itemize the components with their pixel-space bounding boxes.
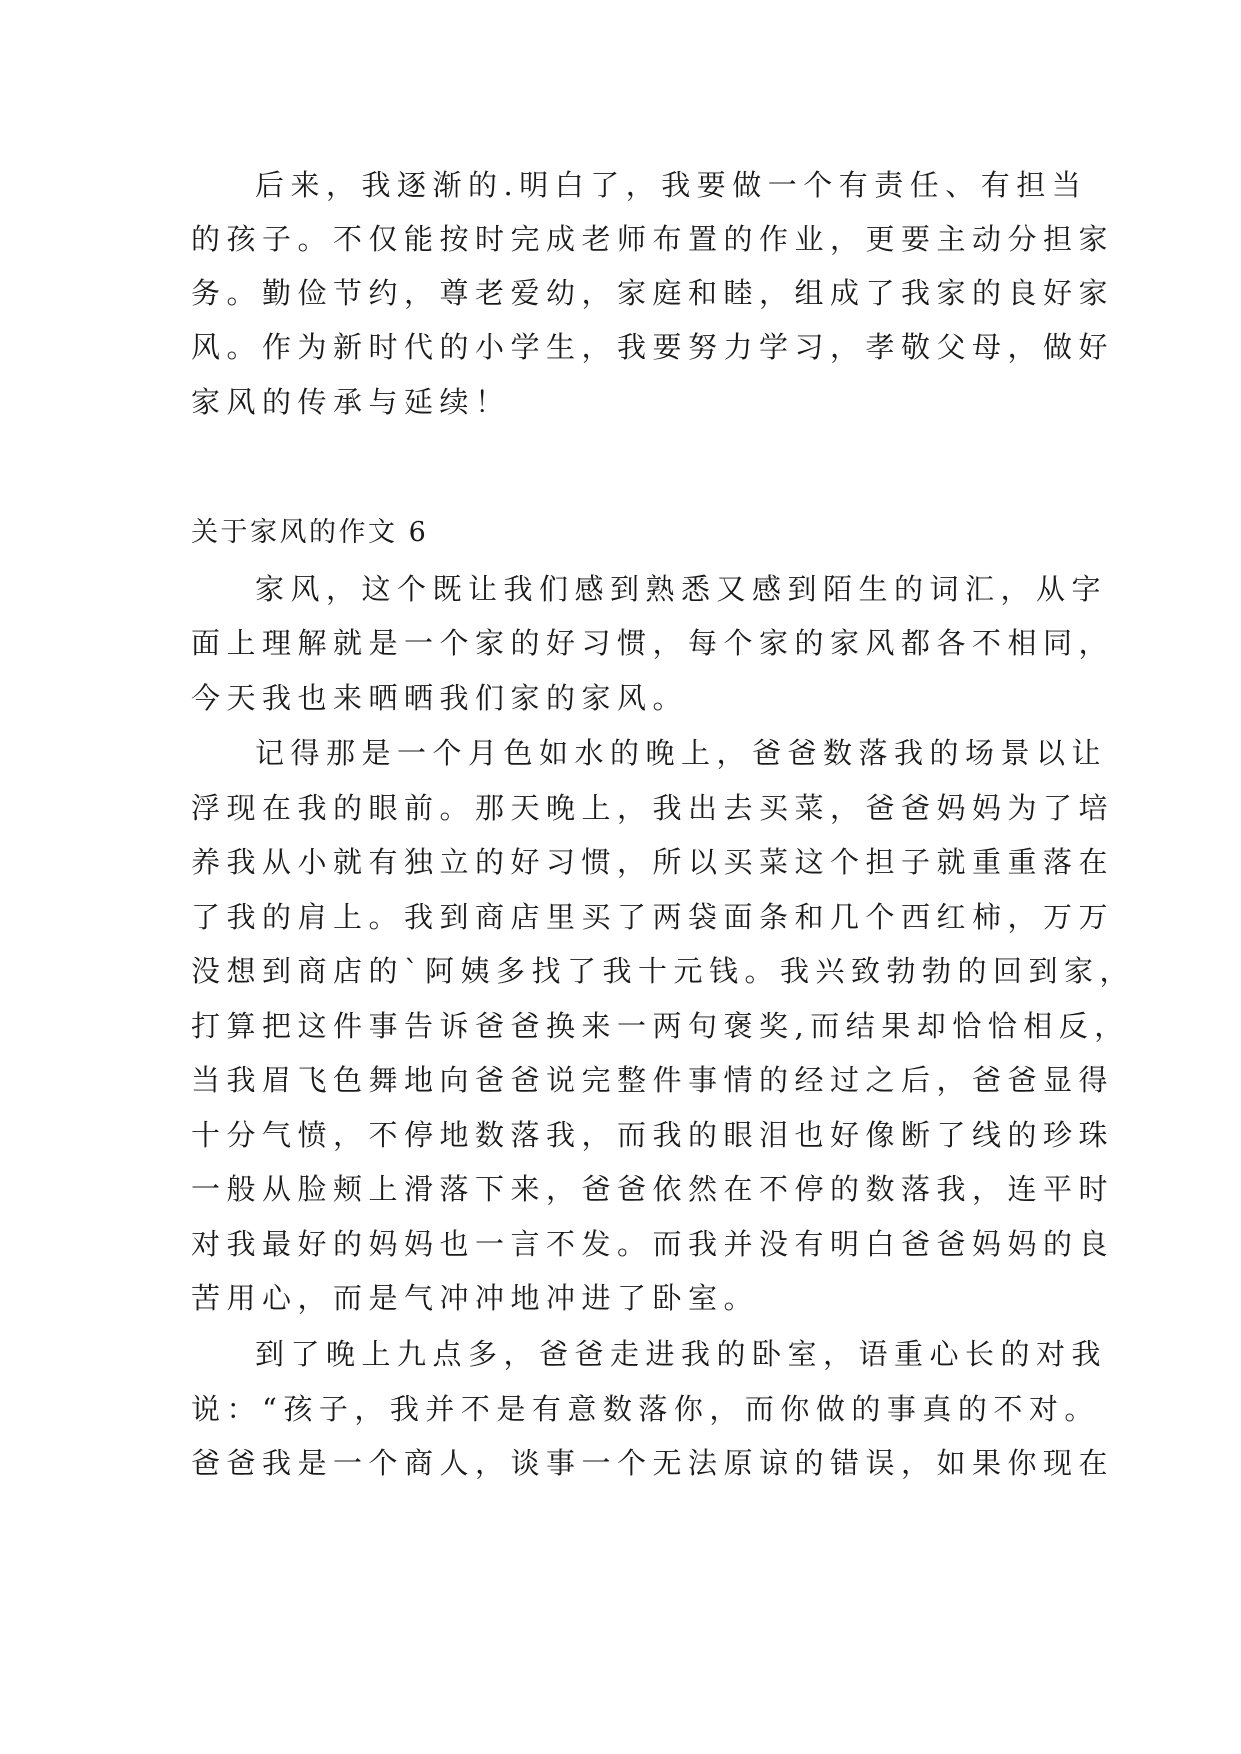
paragraph-3-line-9: 一般从脸颊上滑落下来，爸爸依然在不停的数落我，连平时 <box>191 1172 1115 1206</box>
paragraph-3-line-2: 浮现在我的眼前。那天晚上，我出去买菜，爸爸妈妈为了培 <box>191 791 1115 825</box>
paragraph-4-line-1: 到了晚上九点多，爸爸走进我的卧室，语重心长的对我 <box>255 1337 1108 1371</box>
paragraph-3-line-8: 十分气愤，不停地数落我，而我的眼泪也好像断了线的珍珠 <box>191 1118 1115 1152</box>
paragraph-2-line-2: 面上理解就是一个家的好习惯，每个家的家风都各不相同， <box>191 626 1115 660</box>
paragraph-2-line-1: 家风，这个既让我们感到熟悉又感到陌生的词汇，从字 <box>255 572 1108 606</box>
section-heading: 关于家风的作文 6 <box>191 517 429 548</box>
paragraph-3-line-11: 苦用心，而是气冲冲地冲进了卧室。 <box>191 1281 760 1315</box>
paragraph-3-line-5: 没想到商店的`阿姨多找了我十元钱。我兴致勃勃的回到家， <box>191 954 1136 988</box>
paragraph-1-line-1: 后来，我逐渐的.明白了，我要做一个有责任、有担当 <box>255 168 1088 202</box>
paragraph-3-line-3: 养我从小就有独立的好习惯，所以买菜这个担子就重重落在 <box>191 845 1115 879</box>
paragraph-3-line-1: 记得那是一个月色如水的晚上，爸爸数落我的场景以让 <box>255 736 1108 770</box>
paragraph-4-line-3: 爸爸我是一个商人，谈事一个无法原谅的错误，如果你现在 <box>191 1446 1115 1480</box>
paragraph-3-line-6: 打算把这件事告诉爸爸换来一两句褒奖,而结果却恰恰相反， <box>191 1009 1130 1043</box>
paragraph-3-line-7: 当我眉飞色舞地向爸爸说完整件事情的经过之后，爸爸显得 <box>191 1063 1115 1097</box>
paragraph-4-line-2: 说：“孩子，我并不是有意数落你，而你做的事真的不对。 <box>191 1392 1100 1426</box>
paragraph-3-line-4: 了我的肩上。我到商店里买了两袋面条和几个西红柿，万万 <box>191 900 1115 934</box>
paragraph-2-line-3: 今天我也来晒晒我们家的家风。 <box>191 681 689 715</box>
paragraph-1-line-2: 的孩子。不仅能按时完成老师布置的作业，更要主动分担家 <box>191 222 1115 256</box>
paragraph-1-line-5: 家风的传承与延续！ <box>191 385 511 419</box>
paragraph-1-line-4: 风。作为新时代的小学生，我要努力学习，孝敬父母，做好 <box>191 330 1115 364</box>
paragraph-1-line-3: 务。勤俭节约，尊老爱幼，家庭和睦，组成了我家的良好家 <box>191 276 1115 310</box>
paragraph-3-line-10: 对我最好的妈妈也一言不发。而我并没有明白爸爸妈妈的良 <box>191 1227 1115 1261</box>
